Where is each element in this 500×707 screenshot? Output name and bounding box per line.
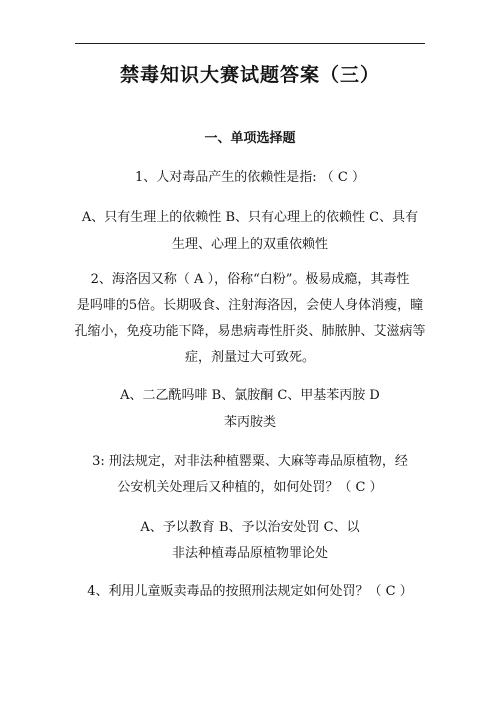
question-2-options-line-1: A、二乙酰吗啡 B、氯胺酮 C、甲基苯丙胺 D [120,388,380,403]
question-2-line-4: 症，剂量过大可致死。 [184,350,315,365]
question-2-line-2: 是吗啡的5倍。长期吸食、注射海洛因，会使人身体消瘦，瞳 [76,298,424,313]
question-2-line-1: 2、海洛因又称（ A ），俗称“白粉”。极易成瘾，其毒性 [90,272,410,287]
question-1: 1、人对毒品产生的依赖性是指: （ C ） [135,170,365,185]
header-rule [75,43,425,44]
question-3-line-1: 3: 刑法规定，对非法种植罂粟、大麻等毒品原植物，经 [92,454,408,469]
question-4: 4、利用儿童贩卖毒品的按照刑法规定如何处罚？（ C ） [87,584,413,599]
question-3-options-line-1: A、予以教育 B、予以治安处罚 C、以 [140,520,360,535]
section-heading: 一、单项选择题 [204,131,296,146]
question-3-line-2: 公安机关处理后又种植的，如何处罚？（ C ） [117,480,383,495]
document-title: 禁毒知识大赛试题答案（三） [119,64,380,86]
question-1-options-line-2: 生理、心理上的双重依赖性 [171,237,328,252]
question-2-options-line-2: 苯丙胺类 [223,415,276,430]
question-2-line-3: 孔缩小，免疫功能下降，易患病毒性肝炎、肺脓肿、艾滋病等 [74,324,426,339]
question-3-options-line-2: 非法种植毒品原植物罪论处 [171,546,328,561]
question-1-options-line-1: A、只有生理上的依赖性 B、只有心理上的依赖性 C、具有 [81,210,419,225]
